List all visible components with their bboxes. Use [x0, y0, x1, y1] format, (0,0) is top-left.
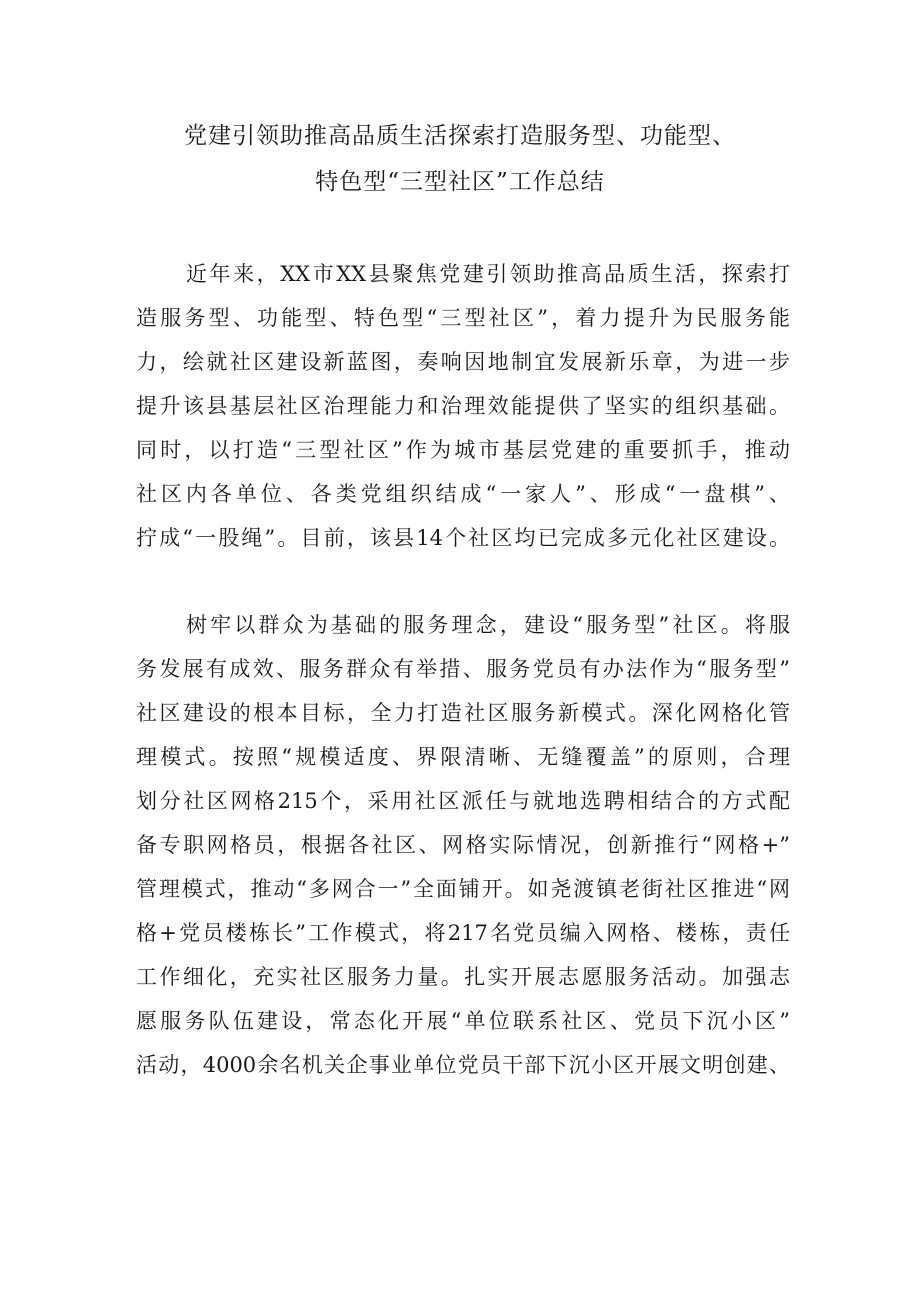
paragraph-line: 近年来，XX市XX县聚焦党建引领助推高品质生活，探索打	[186, 262, 790, 286]
document-body	[136, 252, 790, 1087]
paragraph-2	[136, 603, 790, 1087]
paragraph-line: 树牢以群众为基础的服务理念，建设“服务型”社区。将服	[186, 613, 790, 637]
paragraph-1	[136, 252, 790, 560]
paragraph-line: 愿服务队伍建设，常态化开展“单位联系社区、党员下沉小区”	[136, 1009, 790, 1033]
paragraph-line: 格+党员楼栋长”工作模式，将217名党员编入网格、楼栋，责任	[136, 921, 790, 945]
document-title	[130, 113, 790, 205]
paragraph-line: 划分社区网格215个，采用社区派任与就地选聘相结合的方式配	[136, 789, 790, 813]
paragraph-line: 理模式。按照“规模适度、界限清晰、无缝覆盖”的原则，合理	[136, 745, 790, 769]
paragraph-line: 拧成“一股绳”。目前，该县14个社区均已完成多元化社区建设。	[136, 526, 790, 550]
paragraph-spacer	[136, 560, 790, 603]
paragraph-line: 管理模式，推动“多网合一”全面铺开。如尧渡镇老街社区推进“网	[136, 877, 790, 901]
paragraph-line: 活动，4000余名机关企事业单位党员干部下沉小区开展文明创建、	[136, 1053, 790, 1077]
paragraph-line: 工作细化，充实社区服务力量。扎实开展志愿服务活动。加强志	[136, 965, 790, 989]
paragraph-line: 务发展有成效、服务群众有举措、服务党员有办法作为“服务型”	[136, 657, 790, 681]
paragraph-line: 提升该县基层社区治理能力和治理效能提供了坚实的组织基础。	[136, 394, 790, 418]
paragraph-line: 备专职网格员，根据各社区、网格实际情况，创新推行“网格+”	[136, 833, 790, 857]
paragraph-line: 社区建设的根本目标，全力打造社区服务新模式。深化网格化管	[136, 701, 790, 725]
paragraph-line: 力，绘就社区建设新蓝图，奏响因地制宜发展新乐章，为进一步	[136, 350, 790, 374]
paragraph-line: 造服务型、功能型、特色型“三型社区”，着力提升为民服务能	[136, 306, 790, 330]
paragraph-line: 社区内各单位、各类党组织结成“一家人”、形成“一盘棋”、	[136, 482, 790, 506]
title-line-1: 党建引领助推高品质生活探索打造服务型、功能型、	[184, 123, 736, 149]
paragraph-line: 同时，以打造“三型社区”作为城市基层党建的重要抓手，推动	[136, 438, 790, 462]
title-line-2: 特色型“三型社区”工作总结	[315, 169, 605, 195]
